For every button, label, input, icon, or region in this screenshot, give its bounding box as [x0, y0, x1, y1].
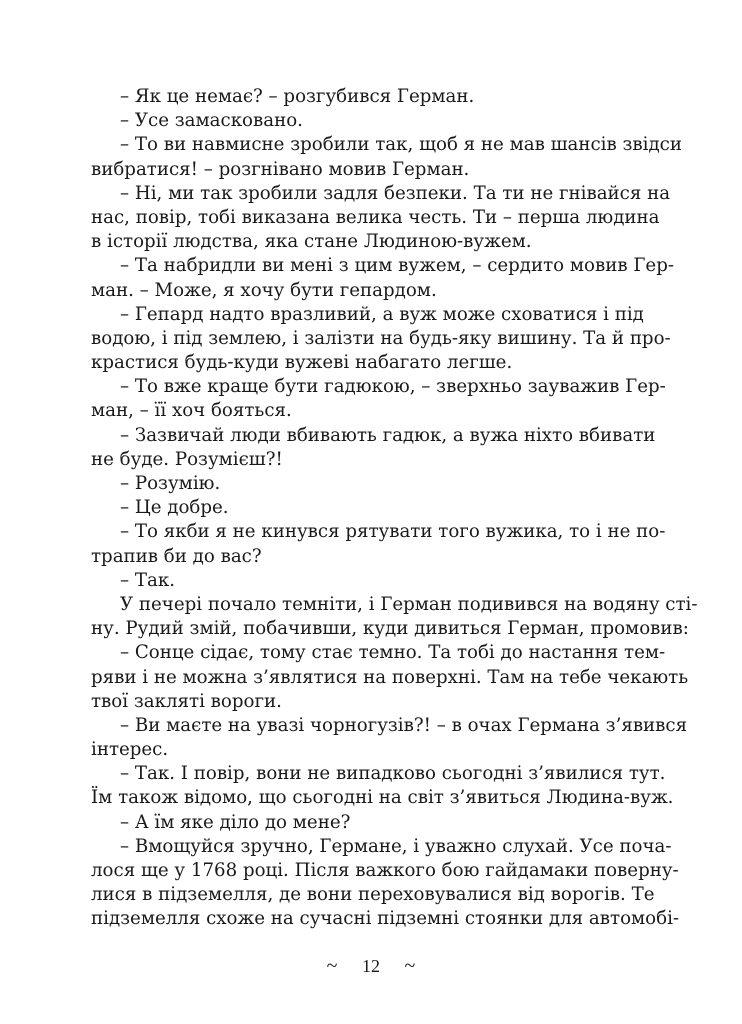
- ornament-right: ~: [404, 955, 416, 977]
- text-line: – Розумію.: [120, 473, 221, 494]
- text-line: лися в підземелля, де вони переховувалися від ворогів. Те: [91, 884, 655, 906]
- text-line: – Та набридли ви мені з цим вужем, – сердито мовив Гер-: [120, 255, 674, 277]
- page-number: 12: [362, 956, 380, 976]
- text-line: підземелля схоже на сучасні підземні стоянки для автомобі-: [91, 908, 680, 930]
- text-line: – Ви маєте на увазі чорногузів?! – в очах Германа з’явився: [120, 714, 688, 736]
- text-line: – То ви навмисне зробили так, щоб я не мав шансів звідси: [120, 134, 682, 156]
- text-line: в історії людства, яка стане Людиною-вужем.: [91, 231, 532, 253]
- text-line: ну. Рудий змій, побачивши, куди дивиться Герман, промовив:: [91, 618, 689, 640]
- text-line: – А їм яке діло до мене?: [120, 811, 351, 833]
- page-footer: [0, 955, 742, 977]
- text-line: ман. – Може, я хочу бути гепардом.: [91, 279, 437, 301]
- text-line: – Зазвичай люди вбивають гадюк, а вужа ніхто вбивати: [120, 424, 656, 446]
- text-line: інтерес.: [91, 739, 169, 761]
- text-line: ряви і не можна з’являтися на поверхні. Там на тебе чекають: [91, 666, 689, 688]
- text-line: – То вже краще бути гадюкою, – зверхньо зауважив Гер-: [120, 376, 666, 398]
- text-line: трапив би до вас?: [91, 545, 262, 567]
- text-line: лося ще у 1768 році. Після важкого бою гайдамаки поверну-: [91, 860, 679, 881]
- text-line: вибратися! – розгнівано мовив Герман.: [91, 158, 470, 180]
- text-line: ман, – її хоч бояться.: [91, 400, 292, 422]
- text-line: – Як це немає? – розгубився Герман.: [120, 86, 475, 107]
- text-line: – Це добре.: [120, 497, 229, 519]
- text-line: Їм також відомо, що сьогодні на світ з’явиться Людина-вуж.: [91, 787, 674, 809]
- text-line: – Сонце сідає, тому стає темно. Та тобі до настання тем-: [120, 642, 666, 664]
- text-line: – То якби я не кинувся рятувати того вужика, то і не по-: [120, 521, 666, 543]
- text-line: не буде. Розумієш?!: [91, 448, 283, 470]
- text-line: – Ні, ми так зробили задля безпеки. Та ти не гнівайся на: [120, 182, 671, 204]
- text-line: крастися будь-куди вужеві набагато легше.: [91, 352, 513, 374]
- text-line: твої заклятi вороги.: [91, 690, 282, 712]
- text-line: – Так.: [120, 569, 175, 591]
- body-text: [91, 85, 698, 932]
- text-line: – Усе замасковано.: [120, 110, 303, 132]
- text-line: У печері почало темніти, і Герман подивився на водяну сті-: [120, 593, 698, 615]
- ornament-left: ~: [326, 955, 338, 977]
- text-line: нас, повір, тобі виказана велика честь. Ти – перша людина: [91, 206, 660, 228]
- text-line: – Вмощуйся зручно, Германе, і уважно слухай. Усе поча-: [120, 835, 672, 857]
- text-line: – Гепард надто вразливий, а вуж може сховатися і під: [120, 303, 644, 325]
- text-line: – Так. І повір, вони не випадково сьогодні з’явилися тут.: [120, 763, 666, 785]
- text-line: водою, і під землею, і залізти на будь-яку вишину. Та й про-: [91, 327, 671, 349]
